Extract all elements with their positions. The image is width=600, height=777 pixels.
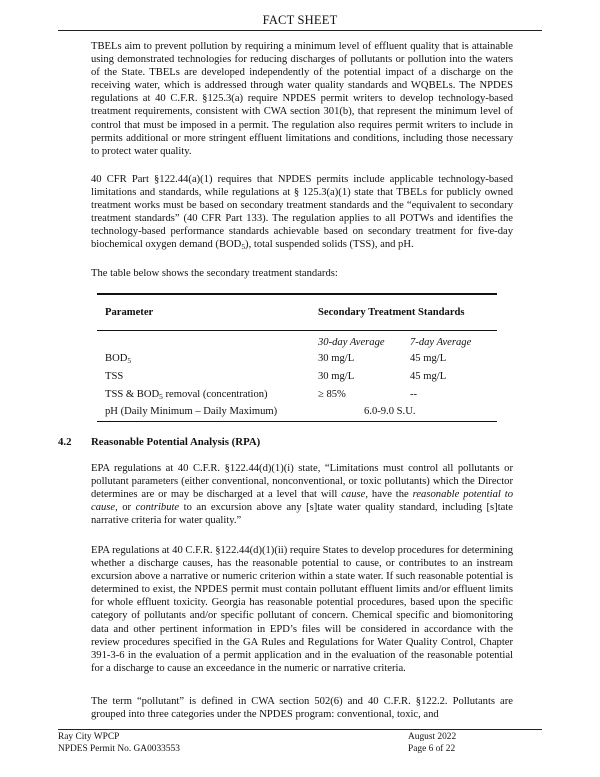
table-subheader-30-day: 30-day Average bbox=[318, 337, 385, 348]
section-number: 4.2 bbox=[58, 436, 72, 448]
table-row-ph-param: pH (Daily Minimum – Daily Maximum) bbox=[105, 406, 278, 417]
footer-permit-number: NPDES Permit No. GA0033553 bbox=[58, 743, 180, 754]
paragraph-tbels: TBELs aim to prevent pollution by requiring a minimum level of effluent quality that is attainable using demonstrated technologies for reducing discharges of pollutants or pollution into the waters of the State. TBELs are developed independently of the potential impact of a discharge on the receiving water, which is addressed through water quality standards and WQBELs. The NPDES regulations at 40 C.F.R. §125.3(a) require NPDES permit writers to develop technology-based treatment requirements, consistent with CWA section 301(b), that represent the minimum level of control that must be imposed in a permit. The regulation also requires permit writers to include in permits additional or more stringent effluent limitations and conditions, including those necessary to protect water quality. bbox=[91, 41, 513, 157]
paragraph-rpa-procedures: EPA regulations at 40 C.F.R. §122.44(d)(1)(ii) require States to develop procedures for determining whether a discharge causes, has the reasonable potential to cause, or contributes to an instream excursion above a narrative or numeric criterion within a state water. If such reasonable potential is determined to exist, the NPDES permit must contain pollutant effluent limits and/or effluent limits for whole effluent toxicity. Georgia has reasonable potential procedures, based upon the specific category of pollutants and/or specific pollutant of concern. Chemical specific and biomonitoring data and other pertinent information in EPD’s files will be considered in accordance with the review procedures specified in the GA Rules and Regulations for Water Quality Control, Chapter 391-3-6 in the evaluation of a permit application and in the evaluation of the reasonable potential for a discharge to cause an exceedance in the numeric or narrative criteria. bbox=[91, 545, 513, 674]
section-title: Reasonable Potential Analysis (RPA) bbox=[91, 436, 261, 448]
paragraph-rpa-quote bbox=[91, 462, 513, 527]
table-bottom-rule bbox=[97, 421, 497, 422]
table-header-rule bbox=[97, 330, 497, 331]
paragraph-table-intro: The table below shows the secondary treatment standards: bbox=[91, 268, 338, 279]
header-rule bbox=[58, 30, 542, 31]
page-header-title: FACT SHEET bbox=[262, 13, 338, 27]
table-row-ph-value: 6.0-9.0 S.U. bbox=[364, 406, 416, 417]
row-removal-label: TSS & BOD bbox=[105, 389, 160, 400]
row-bod-label: BOD bbox=[105, 353, 128, 364]
footer-rule bbox=[58, 729, 542, 730]
table-row-bod-30: 30 mg/L bbox=[318, 353, 355, 364]
table-row-bod-param bbox=[105, 353, 131, 364]
table-row-removal-param bbox=[105, 389, 268, 400]
table-row-removal-7: -- bbox=[410, 389, 418, 400]
table-header-standards: Secondary Treatment Standards bbox=[318, 307, 465, 318]
table-row-tss-30: 30 mg/L bbox=[318, 371, 355, 382]
rpa-quote-reasonable-potential: reasonable potential to cause bbox=[91, 489, 513, 514]
footer-right bbox=[408, 732, 456, 755]
row-removal-label-tail: removal (concentration) bbox=[162, 389, 268, 400]
table-top-rule bbox=[97, 293, 497, 295]
table-row-removal-30: ≥ 85% bbox=[318, 389, 346, 400]
rpa-quote-contribute: contribute bbox=[135, 502, 180, 514]
row-bod-sub: 5 bbox=[127, 356, 132, 365]
table-row-tss-7: 45 mg/L bbox=[410, 371, 447, 382]
paragraph-pollutant-definition: The term “pollutant” is defined in CWA section 502(6) and 40 C.F.R. §122.2. Pollutants are grouped into three categories under the NPDES program: conventional, toxic, and bbox=[91, 696, 513, 721]
row-removal-sub: 5 bbox=[159, 392, 163, 401]
table-row-bod-7: 45 mg/L bbox=[410, 353, 447, 364]
rpa-quote-cause: cause bbox=[341, 489, 366, 501]
table-header-parameter: Parameter bbox=[105, 307, 154, 318]
paragraph-cfr-text-a: 40 CFR Part §122.44(a)(1) requires that NPDES permits include applicable technology-based limitations and standards, while regulations at § 125.3(a)(1) state that TBELs for publicly owned treatment works must be based on secondary treatment standards and the “equivalent to secondary treatment standards” (40 CFR Part 133). The regulation applies to all POTWs and identifies the technology-based performance standards achievable based on secondary treatment for five-day biochemical oxygen demand (BOD bbox=[91, 174, 513, 251]
rpa-quote-a: EPA regulations at 40 C.F.R. §122.44(d)(1)(i) state, “Limitations must control all pollutants or pollutant parameters (either conventional, nonconventional, or toxic pollutants) which the Director determines are or may be discharged at a level that will bbox=[91, 463, 513, 501]
paragraph-cfr-122-44 bbox=[91, 173, 513, 252]
table-row-tss-param: TSS bbox=[105, 371, 124, 382]
footer-left bbox=[58, 732, 180, 755]
paragraph-cfr-text-b: ), total suspended solids (TSS), and pH. bbox=[245, 239, 414, 251]
footer-date: August 2022 bbox=[408, 732, 457, 742]
rpa-quote-c: , or bbox=[115, 502, 136, 514]
table-subheader-7-day: 7-day Average bbox=[410, 337, 472, 348]
rpa-quote-d: to an excursion above any [s]tate water quality standard, including [s]tate narrative criteria for water quality.” bbox=[91, 502, 513, 527]
footer-page-number: Page 6 of 22 bbox=[408, 743, 456, 754]
rpa-quote-b: , have the bbox=[365, 489, 413, 501]
footer-facility: Ray City WPCP bbox=[58, 732, 120, 742]
bod-subscript: 5 bbox=[241, 242, 246, 252]
